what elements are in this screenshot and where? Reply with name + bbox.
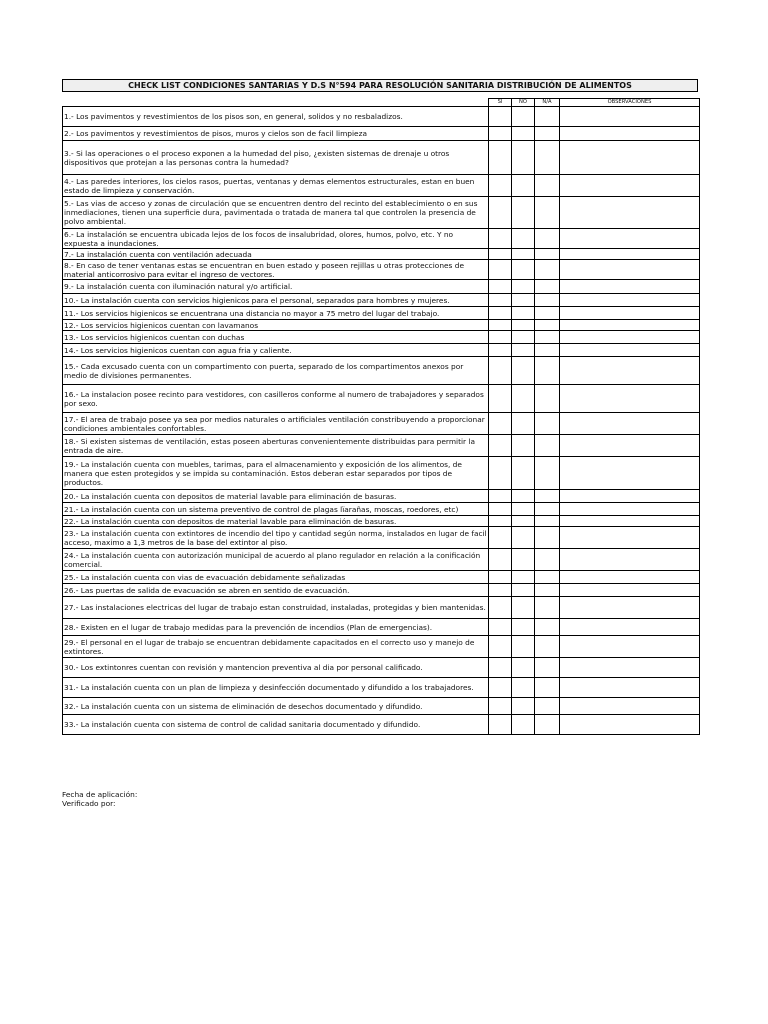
answer-cell-observaciones[interactable]	[560, 320, 700, 331]
answer-cell-observaciones[interactable]	[560, 413, 700, 435]
answer-cell-na[interactable]	[535, 413, 560, 435]
checklist-row	[63, 141, 700, 175]
answer-cell-si[interactable]	[489, 490, 512, 503]
answer-cell-observaciones[interactable]	[560, 107, 700, 127]
column-header-observaciones: OBSERVACIONES	[560, 99, 700, 107]
answer-cell-observaciones[interactable]	[560, 331, 700, 344]
answer-cell-si[interactable]	[489, 294, 512, 307]
checklist-item-text: 17.- El area de trabajo posee ya sea por medios naturales o artificiales ventilación constribuyendo a proporcionar condiciones ambientales confortables.	[63, 413, 489, 435]
answer-cell-observaciones[interactable]	[560, 175, 700, 197]
answer-cell-si[interactable]	[489, 619, 512, 636]
answer-cell-si[interactable]	[489, 385, 512, 413]
checklist-item-text: 5.- Las vias de acceso y zonas de circulación que se encuentren dentro del recinto del establecimiento o en sus inmediaciones, tienen una superficie dura, pavimentada o tratada de manera tal que controlen la presencia de polvo ambiental.	[63, 197, 489, 229]
answer-cell-observaciones[interactable]	[560, 357, 700, 385]
checklist-row	[63, 658, 700, 678]
checklist-row	[63, 678, 700, 698]
answer-cell-na[interactable]	[535, 715, 560, 735]
answer-cell-no[interactable]	[512, 344, 535, 357]
answer-cell-no[interactable]	[512, 516, 535, 527]
checklist-item-text: 14.- Los servicios higienicos cuentan con agua fria y caliente.	[63, 344, 489, 357]
answer-cell-no[interactable]	[512, 175, 535, 197]
checklist-item-text: 3.- Si las operaciones o el proceso exponen a la humedad del piso, ¿existen sistemas de drenaje u otros dispositivos que protejan a las personas contra la humedad?	[63, 141, 489, 175]
answer-cell-si[interactable]	[489, 678, 512, 698]
answer-cell-si[interactable]	[489, 516, 512, 527]
answer-cell-na[interactable]	[535, 331, 560, 344]
answer-cell-observaciones[interactable]	[560, 385, 700, 413]
answer-cell-si[interactable]	[489, 344, 512, 357]
answer-cell-na[interactable]	[535, 658, 560, 678]
checklist-item-text: 24.- La instalación cuenta con autorización municipal de acuerdo al plano regulador en relación a la conificación comercial.	[63, 549, 489, 571]
checklist-item-text: 15.- Cada excusado cuenta con un compartimento con puerta, separado de los compartimentos anexos por medio de divisiones permanentes.	[63, 357, 489, 385]
answer-cell-observaciones[interactable]	[560, 715, 700, 735]
checklist-row	[63, 527, 700, 549]
answer-cell-no[interactable]	[512, 385, 535, 413]
checklist-table	[62, 98, 700, 735]
answer-cell-observaciones[interactable]	[560, 584, 700, 597]
answer-cell-observaciones[interactable]	[560, 597, 700, 619]
checklist-item-text: 19.- La instalación cuenta con muebles, tarimas, para el almacenamiento y exposición de los alimentos, de manera que esten protegidos y se impida su contaminación. Estos deberan estar separados por tipos de productos.	[63, 457, 489, 490]
answer-cell-observaciones[interactable]	[560, 127, 700, 141]
header-blank-cell	[63, 99, 489, 107]
answer-cell-observaciones[interactable]	[560, 344, 700, 357]
checklist-item-text: 11.- Los servicios higienicos se encuentrana una distancia no mayor a 75 metro del lugar del trabajo.	[63, 307, 489, 320]
checklist-item-text: 9.- La instalación cuenta con iluminación natural y/o artificial.	[63, 280, 489, 294]
checklist-item-text: 6.- La instalación se encuentra ubicada lejos de los focos de insalubridad, olores, humos, polvo, etc. Y no expuesta a inundaciones.	[63, 229, 489, 249]
answer-cell-observaciones[interactable]	[560, 457, 700, 490]
checklist-item-text: 29.- El personal en el lugar de trabajo se encuentran debidamente capacitados en el correcto uso y manejo de extintores.	[63, 636, 489, 658]
answer-cell-si[interactable]	[489, 435, 512, 457]
answer-cell-observaciones[interactable]	[560, 658, 700, 678]
checklist-row	[63, 698, 700, 715]
checklist-row	[63, 107, 700, 127]
answer-cell-na[interactable]	[535, 698, 560, 715]
answer-cell-no[interactable]	[512, 107, 535, 127]
answer-cell-observaciones[interactable]	[560, 516, 700, 527]
column-header-na: N/A	[535, 99, 560, 107]
answer-cell-no[interactable]	[512, 490, 535, 503]
answer-cell-no[interactable]	[512, 413, 535, 435]
answer-cell-observaciones[interactable]	[560, 619, 700, 636]
answer-cell-no[interactable]	[512, 197, 535, 229]
checklist-row	[63, 249, 700, 260]
checklist-row	[63, 197, 700, 229]
table-header-row	[63, 99, 700, 107]
answer-cell-si[interactable]	[489, 413, 512, 435]
verificado-por-label: Verificado por:	[62, 799, 116, 808]
answer-cell-na[interactable]	[535, 197, 560, 229]
checklist-row	[63, 127, 700, 141]
answer-cell-no[interactable]	[512, 619, 535, 636]
answer-cell-si[interactable]	[489, 307, 512, 320]
answer-cell-observaciones[interactable]	[560, 527, 700, 549]
answer-cell-si[interactable]	[489, 260, 512, 280]
answer-cell-si[interactable]	[489, 357, 512, 385]
answer-cell-na[interactable]	[535, 636, 560, 658]
answer-cell-observaciones[interactable]	[560, 294, 700, 307]
answer-cell-si[interactable]	[489, 457, 512, 490]
checklist-item-text: 31.- La instalación cuenta con un plan de limpieza y desinfección documentado y difundido a los trabajadores.	[63, 678, 489, 698]
answer-cell-no[interactable]	[512, 503, 535, 516]
answer-cell-no[interactable]	[512, 320, 535, 331]
checklist-row	[63, 307, 700, 320]
answer-cell-no[interactable]	[512, 715, 535, 735]
answer-cell-na[interactable]	[535, 294, 560, 307]
answer-cell-si[interactable]	[489, 107, 512, 127]
checklist-item-text: 12.- Los servicios higienicos cuentan con lavamanos	[63, 320, 489, 331]
answer-cell-no[interactable]	[512, 597, 535, 619]
answer-cell-no[interactable]	[512, 527, 535, 549]
checklist-row	[63, 715, 700, 735]
answer-cell-na[interactable]	[535, 249, 560, 260]
answer-cell-si[interactable]	[489, 715, 512, 735]
answer-cell-na[interactable]	[535, 320, 560, 331]
checklist-row	[63, 175, 700, 197]
form-footer	[62, 790, 137, 808]
answer-cell-si[interactable]	[489, 698, 512, 715]
checklist-row	[63, 229, 700, 249]
answer-cell-si[interactable]	[489, 320, 512, 331]
checklist-row	[63, 490, 700, 503]
answer-cell-na[interactable]	[535, 597, 560, 619]
checklist-row	[63, 636, 700, 658]
answer-cell-observaciones[interactable]	[560, 503, 700, 516]
answer-cell-observaciones[interactable]	[560, 280, 700, 294]
answer-cell-si[interactable]	[489, 249, 512, 260]
answer-cell-na[interactable]	[535, 490, 560, 503]
answer-cell-no[interactable]	[512, 678, 535, 698]
answer-cell-na[interactable]	[535, 584, 560, 597]
answer-cell-observaciones[interactable]	[560, 307, 700, 320]
checklist-row	[63, 435, 700, 457]
answer-cell-si[interactable]	[489, 571, 512, 584]
answer-cell-no[interactable]	[512, 636, 535, 658]
checklist-item-text: 21.- La instalación cuenta con un sistema preventivo de control de plagas lı̈arañas, moscas, roedores, etc)	[63, 503, 489, 516]
answer-cell-no[interactable]	[512, 280, 535, 294]
checklist-row	[63, 516, 700, 527]
answer-cell-si[interactable]	[489, 503, 512, 516]
answer-cell-na[interactable]	[535, 175, 560, 197]
answer-cell-no[interactable]	[512, 260, 535, 280]
fecha-aplicacion-label: Fecha de aplicación:	[62, 790, 138, 799]
answer-cell-na[interactable]	[535, 503, 560, 516]
checklist-item-text: 27.- Las instalaciones electricas del lugar de trabajo estan construidad, instaladas, protegidas y bien mantenidas.	[63, 597, 489, 619]
document-title: CHECK LIST CONDICIONES SANTARIAS Y D.S N°594 PARA RESOLUCIÓN SANITARIA DISTRIBUCIÓN DE ALIMENTOS	[62, 79, 698, 92]
checklist-item-text: 7.- La instalación cuenta con ventilación adecuada	[63, 249, 489, 260]
checklist-row	[63, 260, 700, 280]
answer-cell-na[interactable]	[535, 678, 560, 698]
checklist-item-text: 33.- La instalación cuenta con sistema de control de calidad sanitaria documentado y difundido.	[63, 715, 489, 735]
answer-cell-no[interactable]	[512, 141, 535, 175]
answer-cell-na[interactable]	[535, 571, 560, 584]
checklist-row	[63, 280, 700, 294]
answer-cell-na[interactable]	[535, 619, 560, 636]
answer-cell-si[interactable]	[489, 658, 512, 678]
checklist-row	[63, 503, 700, 516]
answer-cell-observaciones[interactable]	[560, 197, 700, 229]
answer-cell-observaciones[interactable]	[560, 698, 700, 715]
checklist-item-text: 20.- La instalación cuenta con depositos de material lavable para eliminación de basuras.	[63, 490, 489, 503]
answer-cell-si[interactable]	[489, 584, 512, 597]
answer-cell-si[interactable]	[489, 549, 512, 571]
answer-cell-si[interactable]	[489, 636, 512, 658]
checklist-item-text: 4.- Las paredes interiores, los cielos rasos, puertas, ventanas y demas elementos estructurales, estan en buen estado de limpieza y conservación.	[63, 175, 489, 197]
answer-cell-no[interactable]	[512, 571, 535, 584]
column-header-si: SI	[489, 99, 512, 107]
checklist-row	[63, 597, 700, 619]
checklist-item-text: 10.- La instalación cuenta con servicios higienicos para el personal, separados para hombres y mujeres.	[63, 294, 489, 307]
answer-cell-no[interactable]	[512, 307, 535, 320]
checklist-item-text: 32.- La instalación cuenta con un sistema de eliminación de desechos documentado y difundido.	[63, 698, 489, 715]
answer-cell-si[interactable]	[489, 127, 512, 141]
answer-cell-si[interactable]	[489, 229, 512, 249]
answer-cell-no[interactable]	[512, 549, 535, 571]
answer-cell-no[interactable]	[512, 435, 535, 457]
answer-cell-observaciones[interactable]	[560, 636, 700, 658]
answer-cell-no[interactable]	[512, 249, 535, 260]
answer-cell-na[interactable]	[535, 527, 560, 549]
answer-cell-no[interactable]	[512, 357, 535, 385]
answer-cell-observaciones[interactable]	[560, 435, 700, 457]
answer-cell-si[interactable]	[489, 331, 512, 344]
answer-cell-na[interactable]	[535, 229, 560, 249]
answer-cell-no[interactable]	[512, 331, 535, 344]
answer-cell-na[interactable]	[535, 260, 560, 280]
checklist-item-text: 8.- En caso de tener ventanas estas se encuentran en buen estado y poseen rejillas u otras protecciones de material anticorrosivo para evitar el ingreso de vectores.	[63, 260, 489, 280]
answer-cell-na[interactable]	[535, 280, 560, 294]
checklist-item-text: 18.- Si existen sistemas de ventilación, estas poseen aberturas convenientemente distribuidas para permitir la entrada de aire.	[63, 435, 489, 457]
answer-cell-si[interactable]	[489, 280, 512, 294]
answer-cell-no[interactable]	[512, 229, 535, 249]
answer-cell-observaciones[interactable]	[560, 571, 700, 584]
checklist-item-text: 23.- La instalación cuenta con extintores de incendio del tipo y cantidad según norma, instalados en lugar de facil acceso, maximo a 1,3 metros de la base del extintor al piso.	[64, 528, 487, 547]
answer-cell-si[interactable]	[489, 141, 512, 175]
answer-cell-na[interactable]	[535, 307, 560, 320]
answer-cell-observaciones[interactable]	[560, 260, 700, 280]
answer-cell-observaciones[interactable]	[560, 229, 700, 249]
checklist-row	[63, 385, 700, 413]
answer-cell-no[interactable]	[512, 294, 535, 307]
checklist-row	[63, 584, 700, 597]
answer-cell-na[interactable]	[535, 516, 560, 527]
answer-cell-na[interactable]	[535, 549, 560, 571]
checklist-row	[63, 320, 700, 331]
answer-cell-no[interactable]	[512, 658, 535, 678]
checklist-row	[63, 571, 700, 584]
answer-cell-na[interactable]	[535, 344, 560, 357]
answer-cell-observaciones[interactable]	[560, 678, 700, 698]
checklist-row	[63, 344, 700, 357]
answer-cell-na[interactable]	[535, 457, 560, 490]
answer-cell-no[interactable]	[512, 457, 535, 490]
column-header-no: NO	[512, 99, 535, 107]
checklist-item-text: 2.- Los pavimentos y revestimientos de pisos, muros y cielos son de facil limpieza	[63, 127, 489, 141]
answer-cell-na[interactable]	[535, 357, 560, 385]
answer-cell-na[interactable]	[535, 385, 560, 413]
checklist-row	[63, 294, 700, 307]
answer-cell-no[interactable]	[512, 584, 535, 597]
checklist-item-text: 16.- La instalacion posee recinto para vestidores, con casilleros conforme al numero de trabajadores y separados por sexo.	[63, 385, 489, 413]
checklist-row	[63, 357, 700, 385]
checklist-item-text: 1.- Los pavimentos y revestimientos de los pisos son, en general, solidos y no resbaladizos.	[63, 107, 489, 127]
checklist-row	[63, 331, 700, 344]
checklist-item-text: 28.- Existen en el lugar de trabajo medidas para la prevención de incendios (Plan de emergencias).	[63, 619, 489, 636]
checklist-row	[63, 549, 700, 571]
checklist-item-text: 26.- Las puertas de salida de evacuación se abren en sentido de evacuación.	[63, 584, 489, 597]
checklist-item-text: 30.- Los extintonres cuentan con revisión y mantencion preventiva al dia por personal calificado.	[63, 658, 489, 678]
answer-cell-no[interactable]	[512, 698, 535, 715]
checklist-row	[63, 413, 700, 435]
checklist-row	[63, 619, 700, 636]
answer-cell-observaciones[interactable]	[560, 141, 700, 175]
answer-cell-na[interactable]	[535, 435, 560, 457]
answer-cell-si[interactable]	[489, 175, 512, 197]
answer-cell-observaciones[interactable]	[560, 549, 700, 571]
answer-cell-na[interactable]	[535, 141, 560, 175]
answer-cell-si[interactable]	[489, 197, 512, 229]
checklist-item-text: 13.- Los servicios higienicos cuentan con duchas	[63, 331, 489, 344]
checklist-item-text: 25.- La instalación cuenta con vias de evacuación debidamente señalizadas	[63, 571, 489, 584]
answer-cell-observaciones[interactable]	[560, 249, 700, 260]
answer-cell-si[interactable]	[489, 597, 512, 619]
checklist-item-text: 22.- La instalación cuenta con depositos de material lavable para eliminación de basuras.	[63, 516, 489, 527]
answer-cell-no[interactable]	[512, 127, 535, 141]
answer-cell-observaciones[interactable]	[560, 490, 700, 503]
checklist-row	[63, 457, 700, 490]
checklist-body	[63, 107, 700, 735]
answer-cell-si[interactable]	[489, 527, 512, 549]
answer-cell-na[interactable]	[535, 127, 560, 141]
answer-cell-na[interactable]	[535, 107, 560, 127]
